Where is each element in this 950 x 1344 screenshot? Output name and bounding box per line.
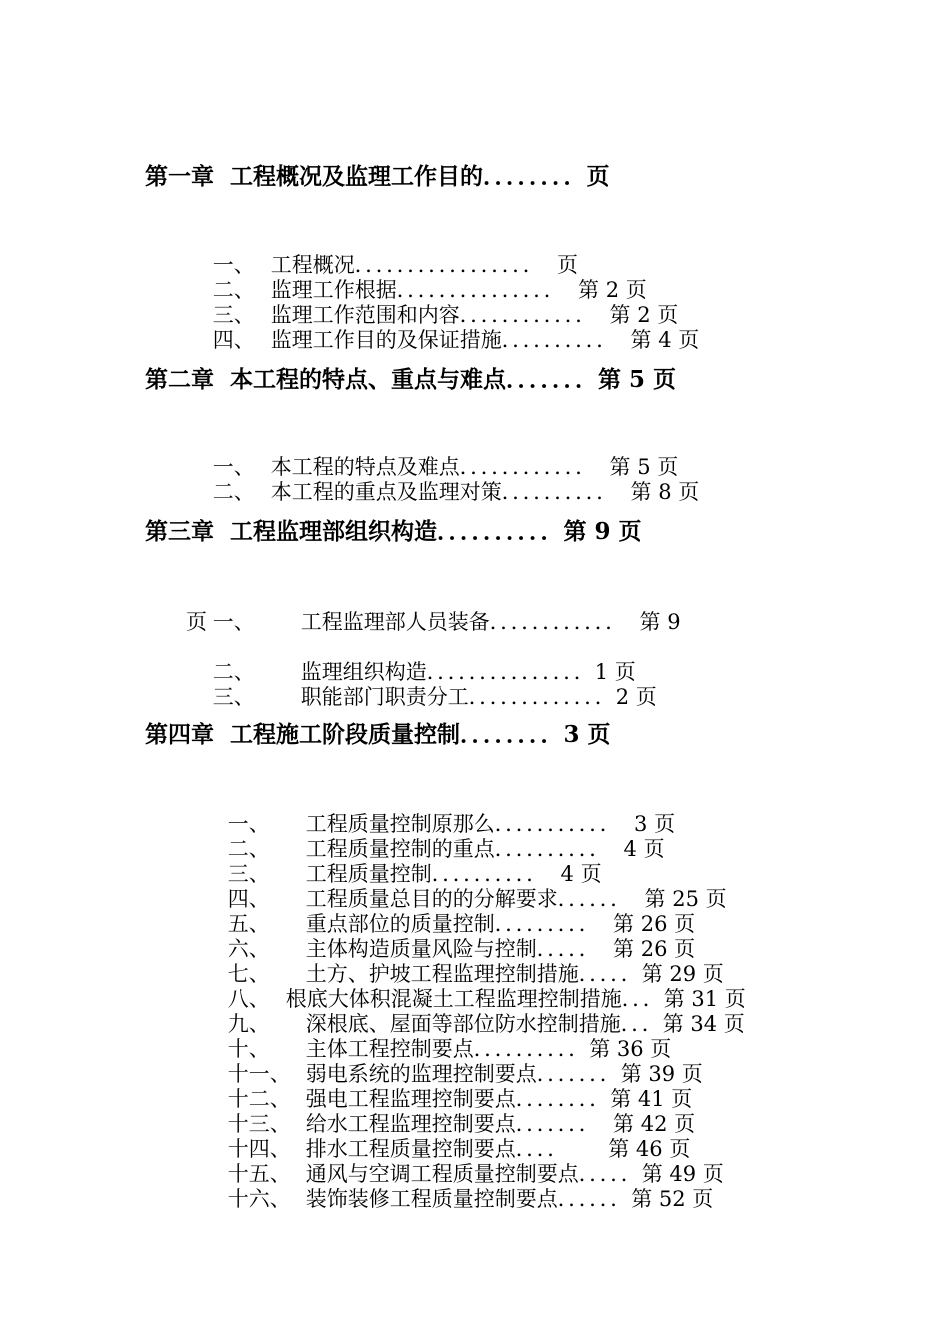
- toc-entry-text: 重点部位的质量控制．．．．．．．．． 第 26 页: [305, 912, 696, 936]
- toc-entry-number: 八、: [227, 987, 270, 1011]
- toc-entry-number: 三、: [212, 303, 255, 327]
- toc-entry-number: 四、: [212, 328, 255, 352]
- toc-entry-text: 监理工作目的及保证措施．．．．．．．．．． 第 4 页: [270, 328, 700, 352]
- toc-entry-text: 工程质量控制的重点．．．．．．．．．． 4 页: [305, 837, 665, 861]
- toc-entry-number: 六、: [227, 937, 270, 961]
- toc-entry-text: 强电工程监理控制要点．．．．．．．．第 41 页: [305, 1087, 693, 1111]
- toc-entry-text: 工程监理部人员装备．．．．．．．．．．．． 第 9: [300, 610, 681, 634]
- toc-entry-text: 弱电系统的监理控制要点．．．．．．．第 39 页: [305, 1062, 703, 1086]
- toc-entry-text: 职能部门职责分工．．．．．．．．．．．．．2 页: [300, 685, 657, 709]
- toc-entry-number: 三、: [212, 685, 255, 709]
- toc-entry-text: 工程质量控制．．．．．．．．．． 4 页: [305, 862, 602, 886]
- toc-entry-number: 十二、: [227, 1087, 291, 1111]
- toc-entry-number: 十六、: [227, 1187, 291, 1211]
- toc-entry-number: 十一、: [227, 1062, 291, 1086]
- toc-entry-number: 十五、: [227, 1162, 291, 1186]
- toc-entry-text: 监理工作范围和内容．．．．．．．．．．．． 第 2 页: [270, 303, 679, 327]
- toc-entry-text: 根底大体积混凝土工程监理控制措施．．．第 31 页: [285, 987, 746, 1011]
- toc-entry-text: 本工程的特点及难点．．．．．．．．．．．． 第 5 页: [270, 455, 679, 479]
- toc-entry-text: 主体工程控制要点．．．．．．．．．．第 36 页: [305, 1037, 672, 1061]
- toc-entry-text: 主体构造质量风险与控制．．．．． 第 26 页: [305, 937, 696, 961]
- chapter-heading: 第二章 本工程的特点、重点与难点．．．．．．．第 5 页: [145, 366, 677, 393]
- toc-entry-number: 十三、: [227, 1112, 291, 1136]
- toc-entry-number: 十四、: [227, 1137, 291, 1161]
- toc-entry-number: 一、: [212, 610, 255, 634]
- toc-entry-text: 本工程的重点及监理对策．．．．．．．．．． 第 8 页: [270, 480, 700, 504]
- chapter-heading: 第三章 工程监理部组织构造．．．．．．．．．．第 9 页: [145, 518, 642, 545]
- toc-entry-number: 一、: [227, 812, 270, 836]
- toc-entry-text: 排水工程质量控制要点．．．． 第 46 页: [305, 1137, 691, 1161]
- toc-entry-number: 二、: [212, 480, 255, 504]
- toc-entry-number: 一、: [212, 253, 255, 277]
- toc-entry-text: 监理组织构造．．．．．．．．．．．．．．．1 页: [300, 660, 636, 684]
- toc-entry-number: 五、: [227, 912, 270, 936]
- toc-entry-text: 工程概况．．．．．．．．．．．．．．．．． 页: [270, 253, 579, 277]
- toc-entry-text: 工程质量控制原那么．．．．．．．．．．． 3 页: [305, 812, 676, 836]
- toc-entry-text: 给水工程监理控制要点．．．．．．． 第 42 页: [305, 1112, 696, 1136]
- toc-entry-number: 二、: [212, 278, 255, 302]
- toc-entry-number: 三、: [227, 862, 270, 886]
- chapter-heading: 第四章 工程施工阶段质量控制．．．．．．．．3 页: [145, 721, 611, 748]
- toc-entry-number: 九、: [227, 1012, 270, 1036]
- toc-entry-number: 一、: [212, 455, 255, 479]
- toc-entry-text: 监理工作根据．．．．．．．．．．．．．．． 第 2 页: [270, 278, 647, 302]
- toc-entry-number: 十、: [227, 1037, 270, 1061]
- toc-entry-text: 工程质量总目的的分解要求．．．．．． 第 25 页: [305, 887, 727, 911]
- toc-entry-number: 四、: [227, 887, 270, 911]
- toc-entry-text: 装饰装修工程质量控制要点．．．．．．第 52 页: [305, 1187, 714, 1211]
- toc-entry-number: 二、: [212, 660, 255, 684]
- chapter-heading: 第一章 工程概况及监理工作目的．．．．．．．．页: [145, 163, 610, 190]
- toc-entry-number: 七、: [227, 962, 270, 986]
- toc-entry-text: 通风与空调工程质量控制要点．．．．．第 49 页: [305, 1162, 724, 1186]
- toc-entry-text: 深根底、屋面等部位防水控制措施．．．第 34 页: [305, 1012, 745, 1036]
- toc-entry-wrap: 页: [186, 610, 207, 634]
- toc-entry-text: 土方、护坡工程监理控制措施．．．．．第 29 页: [305, 962, 724, 986]
- toc-entry: [201, 1162, 713, 1237]
- toc-entry-number: 二、: [227, 837, 270, 861]
